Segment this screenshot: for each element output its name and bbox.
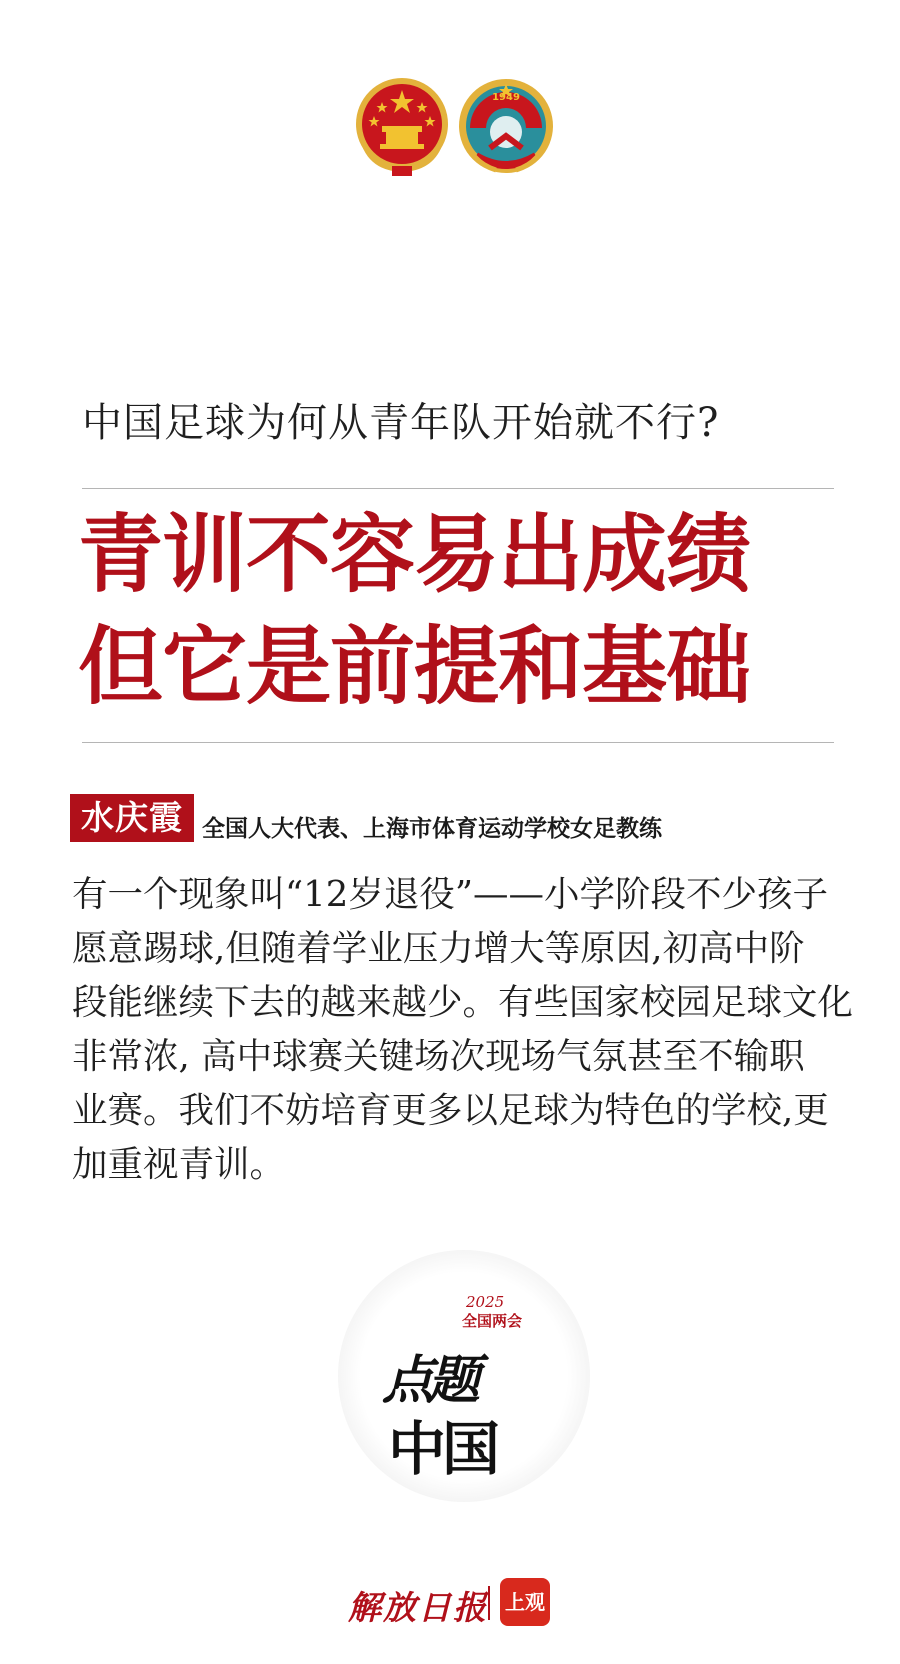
logo-title-line-1: 点题 [382,1351,475,1411]
emblem-year: 1949 [492,92,520,103]
body-line: 愿意踢球,但随着学业压力增大等原因,初高中阶 [72,928,805,969]
body-line: 加重视青训。 [72,1144,286,1185]
headline-line-1: 青训不容易出成绩 [78,506,751,605]
headline [78,500,838,724]
speaker-name: 水庆霞 [70,794,194,842]
footer-divider [488,1586,490,1620]
logo-event: 全国两会 [462,1312,523,1330]
newspaper-logo: 解放日报 [348,1588,488,1627]
body-line: 业赛。我们不妨培育更多以足球为特色的学校,更 [72,1090,829,1131]
shangguan-app-icon: 上观 [500,1578,550,1626]
footer-brand [348,1578,588,1626]
question-title: 中国足球为何从青年队开始就不行? [82,400,720,446]
logo-title-line-2: 中国 [388,1415,497,1483]
body-line: 非常浓, 高中球赛关键场次现场气氛甚至不输职 [72,1036,805,1077]
body-paragraph [72,868,854,1192]
divider-top [82,488,834,489]
speaker-title: 全国人大代表、上海市体育运动学校女足教练 [202,816,662,842]
emblems [352,76,548,178]
national-emblem-icon [352,76,452,178]
body-line: 有一个现象叫“12岁退役”——小学阶段不少孩子 [72,874,828,915]
body-line: 段能继续下去的越来越少。有些国家校园足球文化 [72,982,854,1023]
cppcc-emblem-icon [456,76,556,178]
divider-bottom [82,742,834,743]
headline-line-2: 但它是前提和基础 [78,618,751,717]
logo-year: 2025 [466,1293,505,1311]
